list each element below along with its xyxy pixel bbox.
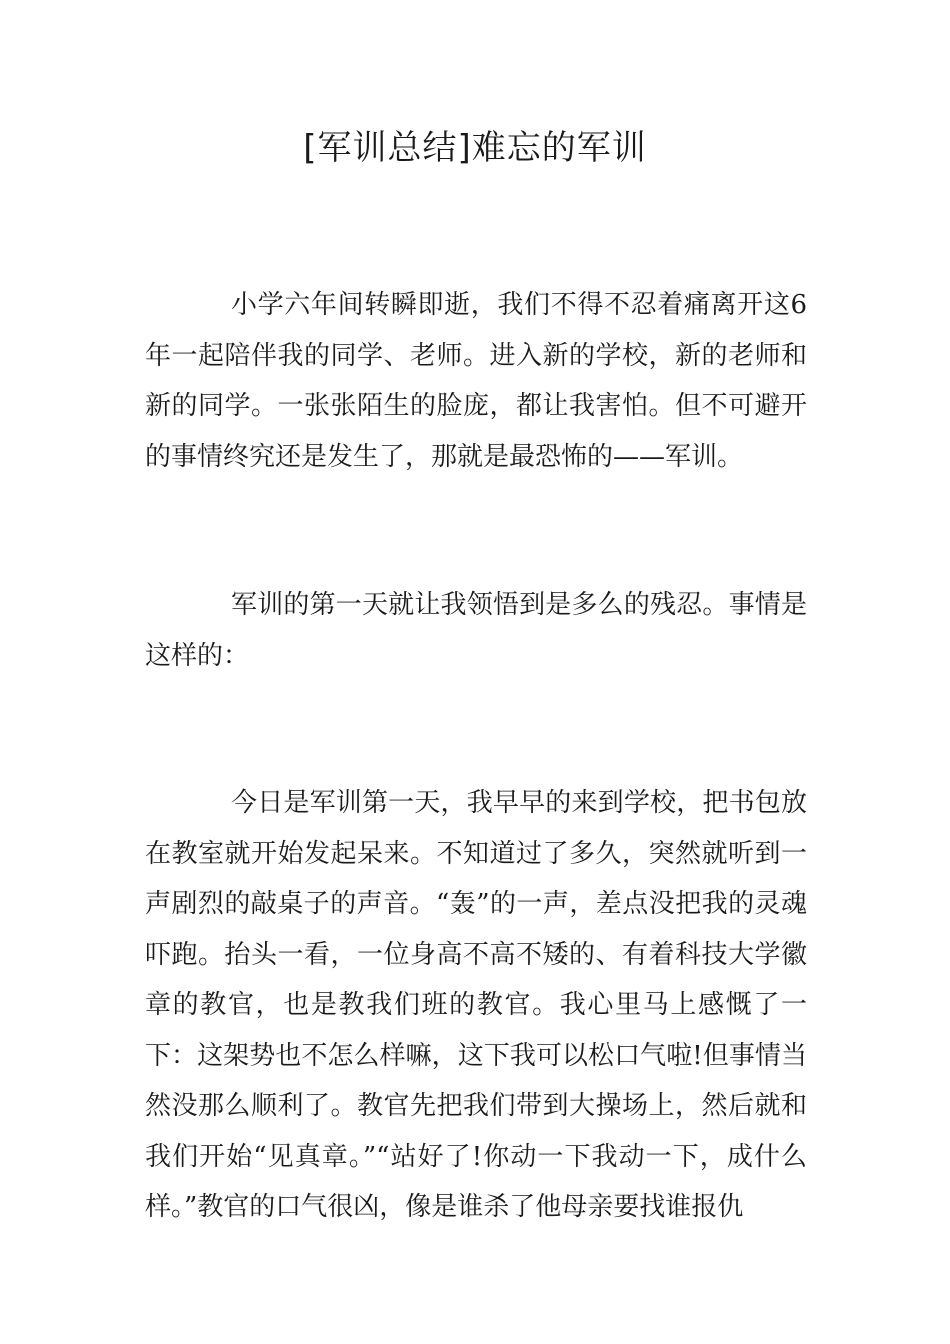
paragraph-2: 军训的第一天就让我领悟到是多么的残忍。事情是这样的： <box>145 590 807 671</box>
paragraph-3: 今日是军训第一天，我早早的来到学校，把书包放在教室就开始发起呆来。不知道过了多久，突然就听到一声剧烈的敲桌子的声音。“轰”的一声，差点没把我的灵魂吓跑。抬头一看，一位身高不高不矮的、有着科技大学徽章的教官，也是教我们班的教官。我心里马上感慨了一下：这架势也不怎么样嘛，这下我可以松口气啦!但事情当然没那么顺利了。教官先把我们带到大操场上，然后就和我们开始“见真章。”“站好了!你动一下我动一下，成什么样。”教官的口气很凶，像是谁杀了他母亲要找谁报仇 <box>145 788 807 1222</box>
paragraph-1: 小学六年间转瞬即逝，我们不得不忍着痛离开这6年一起陪伴我的同学、老师。进入新的学校，新的老师和新的同学。一张张陌生的脸庞，都让我害怕。但不可避开的事情终究还是发生了，那就是最恐怖的——军训。 <box>145 290 807 472</box>
document-title: [军训总结]难忘的军训 <box>303 128 647 168</box>
